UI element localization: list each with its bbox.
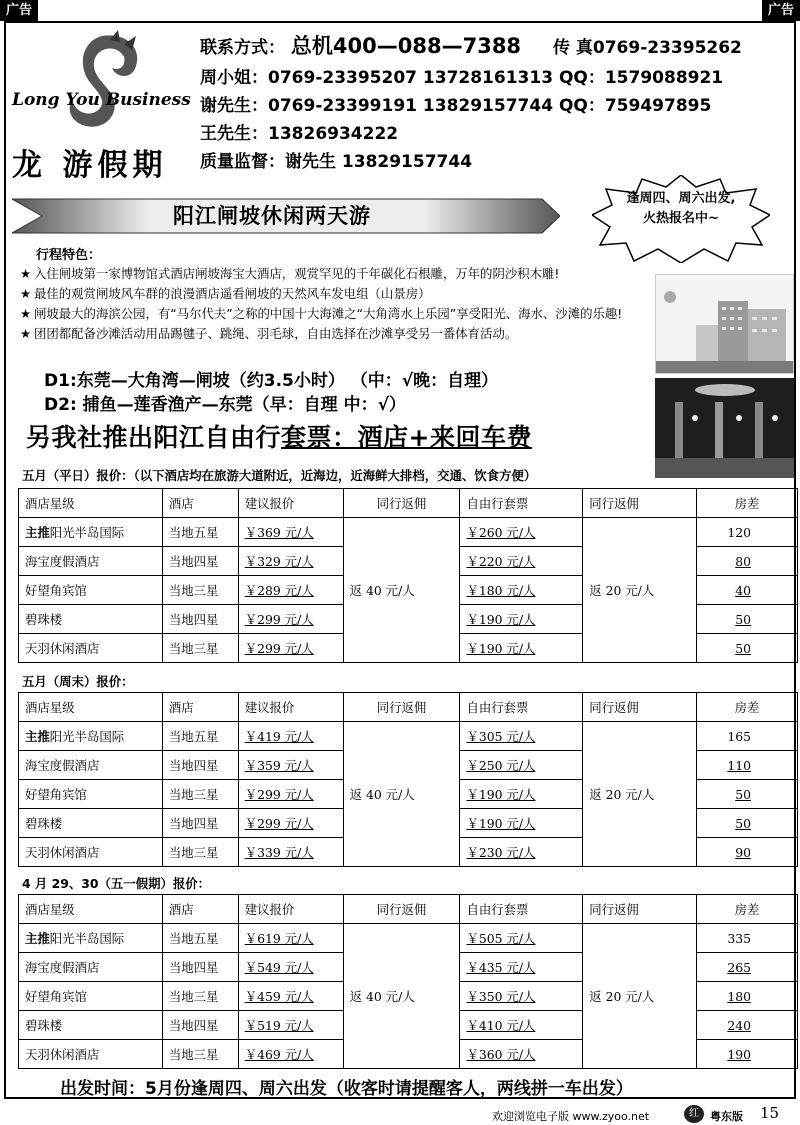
- features-list: [20, 264, 656, 344]
- suggested-price: ￥299 元/人: [244, 816, 314, 831]
- main-tag: 主推: [25, 729, 50, 744]
- package-price: ￥190 元/人: [466, 641, 536, 656]
- tour-banner: [12, 195, 560, 237]
- suggested-price: ￥459 元/人: [244, 989, 314, 1004]
- header-cell: 房差: [697, 895, 798, 924]
- header-cell: 酒店: [162, 693, 238, 722]
- hotel-star: 当地三星: [162, 982, 238, 1011]
- room-diff: 180: [727, 988, 751, 1004]
- price-table-weekend: [18, 692, 798, 867]
- logo-chinese: 龙 游假期: [12, 148, 168, 183]
- suggested-price: ￥329 元/人: [244, 554, 314, 569]
- header-cell: 同行返佣: [343, 489, 460, 518]
- table-row: [19, 518, 798, 547]
- hotel-name: 碧珠楼: [19, 605, 163, 634]
- dragon-icon: [52, 28, 152, 138]
- table-row: [19, 924, 798, 953]
- header-cell: 自由行套票: [460, 489, 583, 518]
- suggested-price: ￥469 元/人: [244, 1047, 314, 1062]
- package-headline: [26, 418, 532, 454]
- feature-item: ★ 团团都配备沙滩活动用品踢毽子、跳绳、羽毛球，自由选择在沙滩享受另一番体育活动。: [20, 324, 656, 344]
- burst-line-2: 火热报名中~: [643, 211, 719, 226]
- contact-line-5: 质量监督：谢先生 13829157744: [200, 152, 473, 172]
- headline-underlined: 套票：酒店+来回车费: [281, 423, 532, 452]
- feature-item: ★ 入住闸坡第一家博物馆式酒店闸坡海宝大酒店，观赏罕见的千年碳化石根雕，万年的阴沙积木雕!: [20, 264, 656, 284]
- hotline: 总机400—088—7388: [290, 34, 522, 58]
- suggested-price: ￥299 元/人: [244, 641, 314, 656]
- suggested-price: ￥419 元/人: [244, 729, 314, 744]
- hotel-star: 当地四星: [162, 809, 238, 838]
- route-day-2: D2: 捕鱼—莲香渔产—东莞（早：自理 中：√）: [44, 395, 406, 415]
- hotel-name: 好望角宾馆: [19, 982, 163, 1011]
- route-day-1: D1:东莞—大角湾—闸坡（约3.5小时） （中：√晚：自理）: [44, 371, 499, 391]
- hotel-name: 好望角宾馆: [19, 576, 163, 605]
- hotel-name: 海宝度假酒店: [19, 953, 163, 982]
- header-cell: 酒店星级: [19, 693, 163, 722]
- fax: 传 真0769-23395262: [552, 38, 742, 58]
- logo-english: Long You Business: [12, 90, 191, 110]
- rebate-cell: 返 40 元/人: [343, 518, 460, 663]
- burst-line-1: 逢周四、周六出发,: [626, 191, 736, 206]
- page-footer: [0, 1104, 800, 1125]
- hotel-star: 当地四星: [162, 547, 238, 576]
- hotel-name: 天羽休闲酒店: [19, 838, 163, 867]
- header-cell: 房差: [697, 489, 798, 518]
- ad-label-right: 广告: [762, 0, 800, 21]
- room-diff: 50: [735, 640, 751, 656]
- contact-line-3: 谢先生：0769-23399191 13829157744 QQ：759497895: [200, 96, 712, 116]
- room-diff: 90: [735, 844, 751, 860]
- main-tag: 主推: [25, 931, 50, 946]
- header-cell: 同行返佣: [583, 895, 697, 924]
- edition-label: 粤东版: [710, 1110, 743, 1123]
- header-cell: 同行返佣: [583, 693, 697, 722]
- hotel-name: 碧珠楼: [19, 1011, 163, 1040]
- banner-title: 阳江闸坡休闲两天游: [173, 204, 371, 228]
- package-price: ￥435 元/人: [466, 960, 536, 975]
- room-diff: 335: [697, 924, 798, 953]
- suggested-price: ￥369 元/人: [244, 525, 314, 540]
- rebate-cell: 返 40 元/人: [343, 924, 460, 1069]
- star-icon: ★: [20, 306, 32, 321]
- suggested-price: ￥299 元/人: [244, 612, 314, 627]
- suggested-price: ￥359 元/人: [244, 758, 314, 773]
- package-price: ￥260 元/人: [466, 525, 536, 540]
- header-cell: 同行返佣: [343, 693, 460, 722]
- room-diff: 80: [735, 553, 751, 569]
- package-price: ￥305 元/人: [466, 729, 536, 744]
- hotel-star: 当地三星: [162, 576, 238, 605]
- headline-text: 另我社推出阳江自由行: [26, 423, 282, 452]
- price-table-weekday: [18, 488, 798, 663]
- hotel-star: 当地三星: [162, 780, 238, 809]
- package-price: ￥360 元/人: [466, 1047, 536, 1062]
- header-cell: 房差: [697, 693, 798, 722]
- hotel-name: 阳光半岛国际: [49, 931, 125, 946]
- feature-item: ★ 最佳的观赏闸坡风车群的浪漫酒店遥看闸坡的天然风车发电组（山景房）: [20, 284, 656, 304]
- room-diff: 120: [697, 518, 798, 547]
- header-cell: 同行返佣: [343, 895, 460, 924]
- suggested-price: ￥289 元/人: [244, 583, 314, 598]
- publisher-logo-icon: 红: [684, 1105, 704, 1123]
- hotel-name: 天羽休闲酒店: [19, 1040, 163, 1069]
- table-header: [19, 895, 798, 924]
- room-diff: 50: [735, 786, 751, 802]
- header-cell: 建议报价: [238, 693, 343, 722]
- hotel-star: 当地四星: [162, 751, 238, 780]
- room-diff: 40: [735, 582, 751, 598]
- hotel-star: 当地五星: [162, 518, 238, 547]
- hotel-name: 好望角宾馆: [19, 780, 163, 809]
- star-icon: ★: [20, 286, 32, 301]
- hotel-name: 阳光半岛国际: [49, 729, 125, 744]
- hotel-lobby-photo: [655, 378, 794, 478]
- package-price: ￥190 元/人: [466, 787, 536, 802]
- package-price: ￥505 元/人: [466, 931, 536, 946]
- table-title-holiday: 4 月 29、30（五一假期）报价：: [22, 876, 211, 891]
- table-title-weekend: 五月（周末）报价：: [22, 674, 134, 689]
- room-diff: 165: [697, 722, 798, 751]
- header-cell: 建议报价: [238, 895, 343, 924]
- hotel-star: 当地三星: [162, 838, 238, 867]
- suggested-price: ￥519 元/人: [244, 1018, 314, 1033]
- page-number: 15: [760, 1104, 780, 1122]
- hotel-star: 当地四星: [162, 1011, 238, 1040]
- hotel-name: 碧珠楼: [19, 809, 163, 838]
- contact-line-1: [200, 32, 796, 62]
- company-logo: [12, 28, 191, 183]
- contact-line-4: 王先生：13826934222: [200, 124, 399, 144]
- suggested-price: ￥549 元/人: [244, 960, 314, 975]
- star-icon: ★: [20, 266, 32, 281]
- package-price: ￥350 元/人: [466, 989, 536, 1004]
- hotel-name: 海宝度假酒店: [19, 751, 163, 780]
- header-cell: 酒店星级: [19, 489, 163, 518]
- package-price: ￥180 元/人: [466, 583, 536, 598]
- hotel-name: 海宝度假酒店: [19, 547, 163, 576]
- package-price: ￥190 元/人: [466, 612, 536, 627]
- table-header: [19, 489, 798, 518]
- header-cell: 酒店星级: [19, 895, 163, 924]
- suggested-price: ￥299 元/人: [244, 787, 314, 802]
- departure-time: 出发时间：5月份逢周四、周六出发（收客时请提醒客人，两线拼一车出发）: [60, 1079, 633, 1099]
- star-icon: ★: [20, 326, 32, 341]
- hotel-star: 当地四星: [162, 605, 238, 634]
- suggested-price: ￥619 元/人: [244, 931, 314, 946]
- rebate-cell: 返 20 元/人: [583, 518, 697, 663]
- room-diff: 240: [727, 1017, 751, 1033]
- hotel-name: 阳光半岛国际: [49, 525, 125, 540]
- package-price: ￥230 元/人: [466, 845, 536, 860]
- package-price: ￥250 元/人: [466, 758, 536, 773]
- rebate-cell: 返 40 元/人: [343, 722, 460, 867]
- hotel-name: 天羽休闲酒店: [19, 634, 163, 663]
- header-cell: 酒店: [162, 895, 238, 924]
- rebate-cell: 返 20 元/人: [583, 722, 697, 867]
- room-diff: 50: [735, 815, 751, 831]
- contact-line-2: 周小姐：0769-23395207 13728161313 QQ：1579088921: [200, 68, 724, 88]
- hotel-star: 当地五星: [162, 722, 238, 751]
- contact-label: 联系方式：: [200, 38, 285, 58]
- hotel-star: 当地三星: [162, 634, 238, 663]
- hotel-star: 当地五星: [162, 924, 238, 953]
- package-price: ￥410 元/人: [466, 1018, 536, 1033]
- room-diff: 190: [727, 1046, 751, 1062]
- departure-burst: [592, 175, 770, 263]
- browse-text: 欢迎浏览电子版 www.zyoo.net: [492, 1110, 650, 1123]
- main-tag: 主推: [25, 525, 50, 540]
- suggested-price: ￥339 元/人: [244, 845, 314, 860]
- room-diff: 265: [727, 959, 751, 975]
- header-cell: 酒店: [162, 489, 238, 518]
- hotel-star: 当地三星: [162, 1040, 238, 1069]
- header-cell: 自由行套票: [460, 693, 583, 722]
- table-title-weekday: 五月（平日）报价：（以下酒店均在旅游大道附近，近海边，近海鲜大排档，交通、饮食方便）: [22, 468, 537, 483]
- room-diff: 50: [735, 611, 751, 627]
- burst-text: [592, 189, 770, 229]
- header-cell: 建议报价: [238, 489, 343, 518]
- table-header: [19, 693, 798, 722]
- header-cell: 自由行套票: [460, 895, 583, 924]
- table-row: [19, 722, 798, 751]
- rebate-cell: 返 20 元/人: [583, 924, 697, 1069]
- features-title: 行程特色：: [36, 248, 102, 263]
- hotel-exterior-photo: [655, 274, 794, 374]
- ad-label-left: 广告: [0, 0, 38, 21]
- price-table-holiday: [18, 894, 798, 1069]
- header-cell: 同行返佣: [583, 489, 697, 518]
- feature-item: ★ 闸坡最大的海滨公园，有“马尔代夫”之称的中国十大海滩之“大角湾水上乐园”享受阳光、海水、沙滩的乐趣!: [20, 304, 656, 324]
- room-diff: 110: [727, 757, 751, 773]
- hotel-star: 当地四星: [162, 953, 238, 982]
- package-price: ￥220 元/人: [466, 554, 536, 569]
- package-price: ￥190 元/人: [466, 816, 536, 831]
